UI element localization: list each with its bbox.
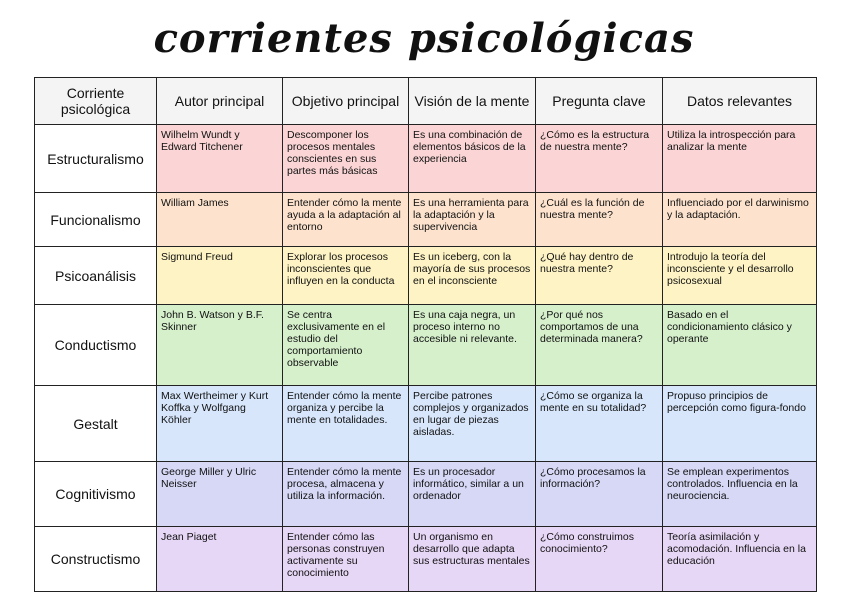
table-row: [35, 247, 817, 305]
cell-autor: Jean Piaget: [157, 527, 283, 592]
cell-vision: Es un procesador informático, similar a un ordenador: [409, 462, 536, 527]
cell-vision: Es una caja negra, un proceso interno no accesible ni relevante.: [409, 305, 536, 386]
cell-pregunta: ¿Cuál es la función de nuestra mente?: [536, 193, 663, 247]
cell-objetivo: Entender cómo la mente procesa, almacena y utiliza la información.: [283, 462, 409, 527]
table-row: [35, 305, 817, 386]
cell-objetivo: Entender cómo la mente organiza y percibe la mente en totalidades.: [283, 386, 409, 462]
cell-vision: Un organismo en desarrollo que adapta sus estructuras mentales: [409, 527, 536, 592]
cell-pregunta: ¿Qué hay dentro de nuestra mente?: [536, 247, 663, 305]
header-pregunta: Pregunta clave: [536, 78, 663, 125]
cell-corriente: Estructuralismo: [35, 125, 157, 193]
cell-pregunta: ¿Cómo construimos conocimiento?: [536, 527, 663, 592]
header-objetivo: Objetivo principal: [283, 78, 409, 125]
table-row: [35, 193, 817, 247]
cell-corriente: Funcionalismo: [35, 193, 157, 247]
header-datos: Datos relevantes: [663, 78, 817, 125]
cell-objetivo: Entender cómo la mente ayuda a la adaptación al entorno: [283, 193, 409, 247]
cell-vision: Es una herramienta para la adaptación y la supervivencia: [409, 193, 536, 247]
table-row: [35, 386, 817, 462]
cell-datos: Influenciado por el darwinismo y la adaptación.: [663, 193, 817, 247]
table-header-row: [35, 78, 817, 125]
cell-datos: Basado en el condicionamiento clásico y operante: [663, 305, 817, 386]
cell-pregunta: ¿Cómo procesamos la información?: [536, 462, 663, 527]
page-title: corrientes psicológicas: [153, 15, 695, 62]
cell-objetivo: Se centra exclusivamente en el estudio del comportamiento observable: [283, 305, 409, 386]
header-vision: Visión de la mente: [409, 78, 536, 125]
cell-vision: Es un iceberg, con la mayoría de sus procesos en el inconsciente: [409, 247, 536, 305]
cell-datos: Propuso principios de percepción como figura-fondo: [663, 386, 817, 462]
cell-autor: John B. Watson y B.F. Skinner: [157, 305, 283, 386]
table-row: [35, 527, 817, 592]
cell-corriente: Psicoanálisis: [35, 247, 157, 305]
cell-objetivo: Entender cómo las personas construyen activamente su conocimiento: [283, 527, 409, 592]
cell-pregunta: ¿Cómo es la estructura de nuestra mente?: [536, 125, 663, 193]
table-row: [35, 125, 817, 193]
cell-vision: Es una combinación de elementos básicos de la experiencia: [409, 125, 536, 193]
cell-datos: Se emplean experimentos controlados. Influencia en la neurociencia.: [663, 462, 817, 527]
header-autor: Autor principal: [157, 78, 283, 125]
cell-pregunta: ¿Cómo se organiza la mente en su totalidad?: [536, 386, 663, 462]
cell-autor: Max Wertheimer y Kurt Koffka y Wolfgang Köhler: [157, 386, 283, 462]
cell-vision: Percibe patrones complejos y organizados en lugar de piezas aisladas.: [409, 386, 536, 462]
cell-datos: Introdujo la teoría del inconsciente y el desarrollo psicosexual: [663, 247, 817, 305]
cell-autor: Wilhelm Wundt y Edward Titchener: [157, 125, 283, 193]
cell-pregunta: ¿Por qué nos comportamos de una determinada manera?: [536, 305, 663, 386]
cell-autor: William James: [157, 193, 283, 247]
cell-autor: George Miller y Ulric Neisser: [157, 462, 283, 527]
cell-corriente: Cognitivismo: [35, 462, 157, 527]
cell-corriente: Gestalt: [35, 386, 157, 462]
header-corriente: Corriente psicológica: [35, 78, 157, 125]
cell-datos: Teoría asimilación y acomodación. Influencia en la educación: [663, 527, 817, 592]
cell-objetivo: Descomponer los procesos mentales conscientes en sus partes más básicas: [283, 125, 409, 193]
cell-autor: Sigmund Freud: [157, 247, 283, 305]
cell-objetivo: Explorar los procesos inconscientes que influyen en la conducta: [283, 247, 409, 305]
cell-datos: Utiliza la introspección para analizar la mente: [663, 125, 817, 193]
cell-corriente: Constructismo: [35, 527, 157, 592]
psychology-table: [34, 77, 817, 592]
cell-corriente: Conductismo: [35, 305, 157, 386]
table-row: [35, 462, 817, 527]
